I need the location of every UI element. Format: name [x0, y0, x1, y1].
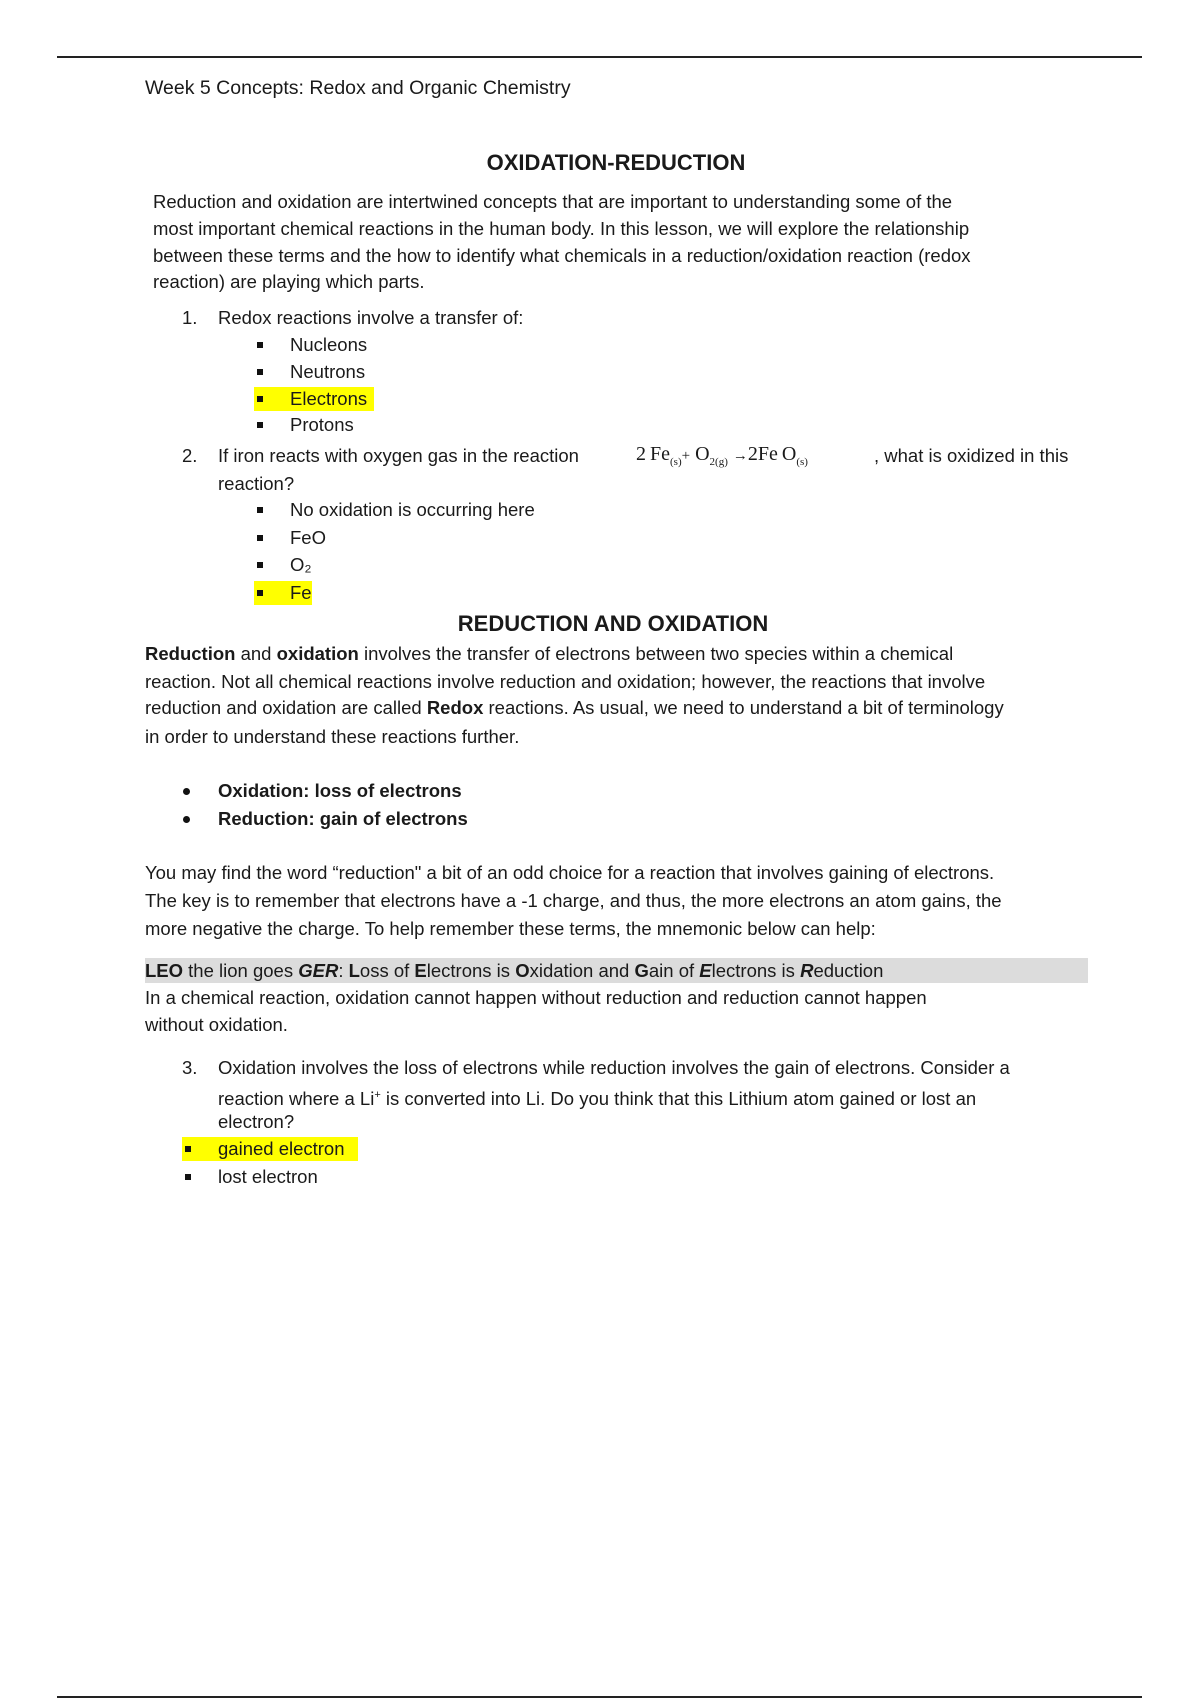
bullet-icon [183, 816, 190, 823]
m: LEO [145, 960, 184, 981]
m: L [348, 960, 360, 981]
m: G [634, 960, 649, 981]
question-2-number: 2. [182, 445, 198, 466]
paragraph-line: without oxidation. [145, 1014, 288, 1035]
option-electrons: Electrons [290, 388, 368, 409]
paragraph-line: The key is to remember that electrons have a -1 charge, and thus, the more electrons an atom gains, the [145, 890, 1002, 911]
eq-fe: Fe [757, 443, 778, 465]
question-1-text: Redox reactions involve a transfer of: [218, 307, 524, 328]
eq-state: (s) [796, 456, 808, 468]
heading-oxidation-reduction: OXIDATION-REDUCTION [486, 150, 746, 175]
m: GER [298, 960, 339, 981]
bullet-icon [257, 507, 263, 513]
option-o2: O₂ [290, 554, 312, 575]
eq-o: O [695, 443, 710, 465]
definition-oxidation: Oxidation: loss of electrons [218, 780, 462, 801]
eq-state: 2(g) [709, 456, 728, 468]
intro-line: Reduction and oxidation are intertwined concepts that are important to understanding some of the [153, 191, 953, 212]
bullet-icon [257, 396, 263, 402]
option-no-oxidation: No oxidation is occurring here [290, 499, 535, 520]
document-header: Week 5 Concepts: Redox and Organic Chemistry [145, 77, 571, 99]
question-2-text-cont: , what is oxidized in this [874, 445, 1069, 466]
m: E [699, 960, 712, 981]
bullet-icon [183, 788, 190, 795]
paragraph-line: In a chemical reaction, oxidation cannot happen without reduction and reduction cannot happen [145, 987, 927, 1008]
bottom-rule [57, 1696, 1142, 1698]
m: oss of [359, 960, 415, 981]
bold-term: oxidation [276, 643, 359, 664]
option-gained-electron: gained electron [218, 1138, 345, 1159]
m: R [800, 960, 814, 981]
option-protons: Protons [290, 414, 354, 435]
option-feo: FeO [290, 527, 326, 548]
question-2-text-line2: reaction? [218, 473, 295, 494]
paragraph-line [145, 642, 953, 666]
text: reactions. As usual, we need to understand a bit of terminology [483, 697, 1004, 718]
m: eduction [813, 960, 884, 981]
intro-line: most important chemical reactions in the human body. In this lesson, we will explore the relationship [153, 218, 970, 239]
text: and [235, 643, 277, 664]
paragraph-line: in order to understand these reactions further. [145, 726, 520, 747]
question-3-text [218, 1083, 976, 1111]
bullet-icon [257, 422, 263, 428]
definition-reduction: Reduction: gain of electrons [218, 808, 468, 829]
bold-term: Reduction [145, 643, 236, 664]
top-rule [57, 56, 1142, 58]
eq-fe: Fe [650, 443, 671, 465]
eq-coefficient: 2 [747, 443, 758, 465]
m: : [338, 960, 349, 981]
reaction-equation [636, 442, 808, 474]
paragraph-line [145, 696, 1004, 720]
paragraph-line: more negative the charge. To help remember these terms, the mnemonic below can help: [145, 918, 876, 939]
mnemonic-line [145, 959, 883, 983]
bullet-icon [257, 535, 263, 541]
bold-term: Redox [426, 697, 484, 718]
bullet-icon [257, 369, 263, 375]
text: reaction where a Li [218, 1088, 375, 1110]
bullet-icon [185, 1146, 191, 1152]
eq-arrow: → [732, 448, 748, 464]
intro-line: reaction) are playing which parts. [153, 271, 425, 292]
question-3-text: Oxidation involves the loss of electrons while reduction involves the gain of electrons. Consider a [218, 1057, 1010, 1078]
question-1-number: 1. [182, 307, 198, 328]
heading-reduction-and-oxidation: REDUCTION AND OXIDATION [457, 611, 769, 636]
m: ain of [648, 960, 700, 981]
question-3-text: electron? [218, 1111, 295, 1132]
m: the lion goes [183, 960, 299, 981]
m: lectrons is [426, 960, 516, 981]
m: O [515, 960, 530, 981]
eq-o: O [781, 443, 797, 465]
eq-coefficient: 2 [636, 443, 646, 465]
bullet-icon [185, 1174, 191, 1180]
m: xidation and [529, 960, 635, 981]
option-fe: Fe [290, 582, 312, 603]
bullet-icon [257, 590, 263, 596]
paragraph-line: reaction. Not all chemical reactions involve reduction and oxidation; however, the reactions that involve [145, 671, 986, 692]
eq-state: (s) [670, 456, 682, 468]
question-3-number: 3. [182, 1057, 198, 1078]
charge-superscript: + [374, 1089, 381, 1101]
text: reduction and oxidation are called [145, 697, 427, 718]
text: is converted into Li. Do you think that this Lithium atom gained or lost an [380, 1088, 977, 1110]
text: involves the transfer of electrons between two species within a chemical [358, 643, 954, 664]
eq-plus: + [681, 448, 691, 464]
option-lost-electron: lost electron [218, 1166, 318, 1187]
intro-line: between these terms and the how to identify what chemicals in a reduction/oxidation reaction (redox [153, 245, 971, 266]
bullet-icon [257, 342, 263, 348]
bullet-icon [257, 562, 263, 568]
option-nucleons: Nucleons [290, 334, 368, 355]
question-2-text: If iron reacts with oxygen gas in the reaction [218, 445, 579, 466]
m: lectrons is [711, 960, 801, 981]
option-neutrons: Neutrons [290, 361, 366, 382]
m: E [414, 960, 427, 981]
paragraph-line: You may find the word “reduction" a bit of an odd choice for a reaction that involves gaining of electrons. [145, 862, 995, 883]
